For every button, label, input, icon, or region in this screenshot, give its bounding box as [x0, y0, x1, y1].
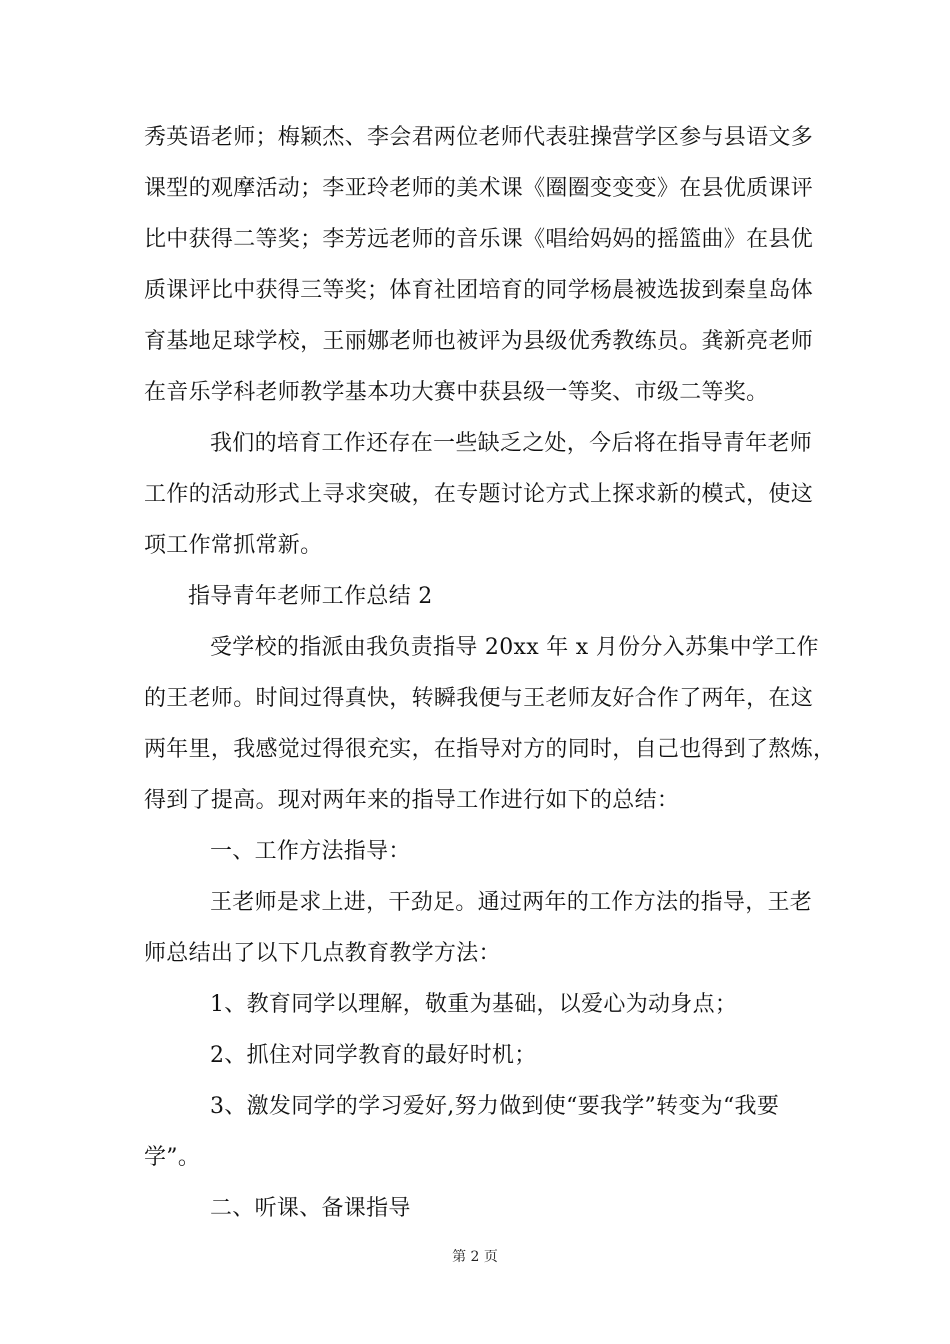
paragraph-line: 工作的活动形式上寻求突破，在专题讨论方式上探求新的模式，使这 — [144, 482, 814, 507]
list-item: 2、抓住对同学教育的最好时机； — [210, 1043, 537, 1068]
section-title: 指导青年老师工作总结 2 — [188, 584, 433, 609]
paragraph-line: 两年里，我感觉过得很充实，在指导对方的同时，自己也得到了熬炼， — [144, 737, 836, 762]
paragraph-line: 师总结出了以下几点教育教学方法： — [144, 941, 501, 966]
list-item: 3、激发同学的学习爱好,努力做到使“要我学”转变为“我要 — [210, 1094, 780, 1119]
paragraph-line: 课型的观摩活动；李亚玲老师的美术课《圈圈变变变》在县优质课评 — [144, 176, 814, 201]
paragraph-line: 受学校的指派由我负责指导 20xx 年 x 月份分入苏集中学工作 — [210, 635, 819, 660]
list-item: 1、教育同学以理解，敬重为基础，以爱心为动身点； — [210, 992, 738, 1017]
paragraph-line: 项工作常抓常新。 — [144, 533, 323, 558]
paragraph-line: 质课评比中获得三等奖；体育社团培育的同学杨晨被选拔到秦皇岛体 — [144, 278, 814, 303]
subheading: 一、工作方法指导： — [210, 839, 411, 864]
paragraph-line: 得到了提高。现对两年来的指导工作进行如下的总结： — [144, 788, 680, 813]
page-number: 第 2 页 — [452, 1249, 498, 1265]
list-item-continuation: 学”。 — [144, 1145, 201, 1170]
paragraph-line: 在音乐学科老师教学基本功大赛中获县级一等奖、市级二等奖。 — [144, 380, 769, 405]
subheading: 二、听课、备课指导 — [210, 1196, 411, 1221]
paragraph-line: 秀英语老师；梅颖杰、李会君两位老师代表驻操营学区参与县语文多 — [144, 125, 814, 150]
paragraph-line: 比中获得二等奖；李芳远老师的音乐课《唱给妈妈的摇篮曲》在县优 — [144, 227, 814, 252]
paragraph-line: 我们的培育工作还存在一些缺乏之处，今后将在指导青年老师 — [210, 431, 813, 456]
paragraph-line: 王老师是求上进，干劲足。通过两年的工作方法的指导，王老 — [210, 890, 813, 915]
paragraph-line: 育基地足球学校，王丽娜老师也被评为县级优秀教练员。龚新亮老师 — [144, 329, 814, 354]
paragraph-line: 的王老师。时间过得真快，转瞬我便与王老师友好合作了两年，在这 — [144, 686, 814, 711]
